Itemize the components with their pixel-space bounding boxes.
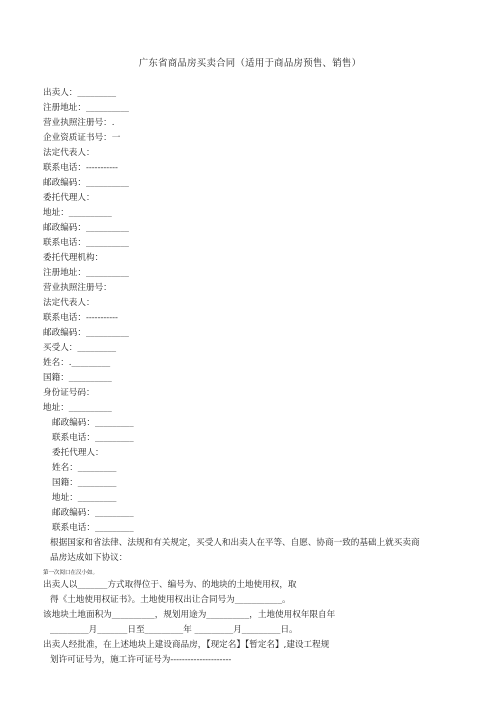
preamble-line-2: 品房达成如下协议： bbox=[50, 553, 128, 563]
clause-line-4: _________月_______日至_________年 _________月_________日。 bbox=[50, 625, 298, 635]
field-line: 联系电话：_________ bbox=[52, 523, 134, 533]
field-line: 邮政编码：_________ bbox=[52, 508, 134, 518]
field-line: 国籍：__________ bbox=[43, 373, 112, 383]
clause-line-2: 得《土地使用权证书》。土地使用权出让合同号为___________。 bbox=[50, 595, 291, 605]
preamble-paragraph bbox=[43, 536, 420, 566]
field-line: 联系电话：----------- bbox=[43, 313, 118, 323]
preamble-line-1: 根据国家和省法律、法规和有关规定，买受人和出卖人在平等、自愿、协商一致的基础上就买卖商 bbox=[50, 538, 420, 548]
field-line: 联系电话：__________ bbox=[43, 238, 129, 248]
party-fields bbox=[43, 86, 420, 668]
field-line: 注册地址：__________ bbox=[43, 268, 129, 278]
field-line: 身份证号码： bbox=[43, 388, 95, 398]
field-line: 地址：_________ bbox=[52, 493, 117, 503]
land-clause bbox=[43, 578, 420, 668]
field-line: 邮政编码：__________ bbox=[43, 328, 129, 338]
field-line: 企业资质证书号：一 bbox=[43, 133, 121, 143]
field-line: 联系电话：_________ bbox=[52, 433, 134, 443]
small-note: 第一次阅口在汉小如。 bbox=[43, 570, 99, 576]
field-line: 地址：__________ bbox=[43, 403, 112, 413]
field-line: 营业执照注册号：. bbox=[43, 118, 115, 128]
field-line: 委托代理人： bbox=[43, 193, 95, 203]
field-line: 邮政编码：__________ bbox=[43, 178, 129, 188]
field-line: 委托代理人： bbox=[52, 448, 104, 458]
clause-line-6: 划许可证号为，施工许可证号为--------------------- bbox=[50, 655, 232, 665]
field-line: 地址：__________ bbox=[43, 208, 112, 218]
field-line: 出卖人：_________ bbox=[43, 88, 117, 98]
field-line: 营业执照注册号： bbox=[43, 283, 112, 293]
field-line: 法定代表人： bbox=[43, 298, 95, 308]
field-line: 买受人：_________ bbox=[43, 343, 117, 353]
field-list bbox=[43, 86, 420, 536]
field-line: 姓名：_________ bbox=[52, 463, 117, 473]
clause-line-5: 出卖人经批准，在上述地块上建设商品房，【现定名】【暂定名】,建设工程规 bbox=[43, 640, 330, 650]
document-title: 广东省商品房买卖合同（适用于商品房预售、销售） bbox=[138, 58, 362, 69]
field-line: 姓名：._________ bbox=[43, 358, 111, 368]
field-line: 邮政编码：_________ bbox=[52, 418, 134, 428]
clause-line-1: 出卖人以_______方式取得位于、编号为、的地块的土地使用权，取 bbox=[43, 580, 297, 590]
clause-line-3: 该地块土地面积为__________，规划用途为__________，土地使用权年限自年 bbox=[43, 610, 336, 620]
field-line: 国籍：_________ bbox=[52, 478, 117, 488]
field-line: 联系电话：----------- bbox=[43, 163, 118, 173]
field-line: 法定代表人： bbox=[43, 148, 95, 158]
field-line: 注册地址：__________ bbox=[43, 103, 129, 113]
field-line: 委托代理机构： bbox=[43, 253, 104, 263]
field-line: 邮政编码：__________ bbox=[43, 223, 129, 233]
